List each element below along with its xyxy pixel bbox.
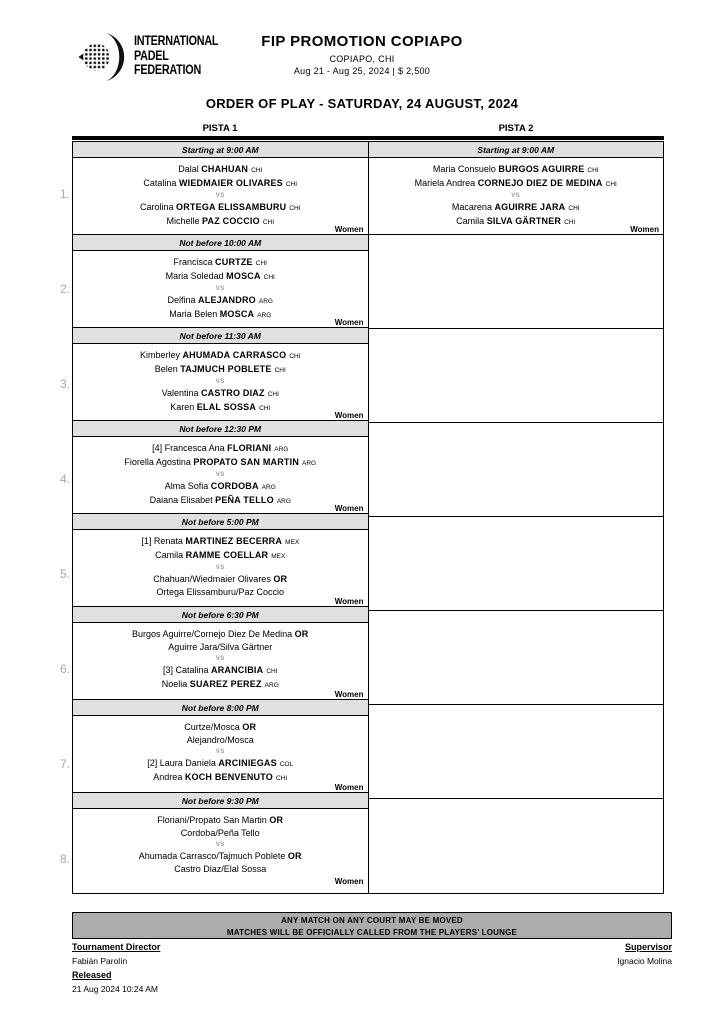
logo-line-1: INTERNATIONAL [134,33,219,49]
notice-box [72,912,672,939]
player-line [73,863,368,876]
player-first-name: Aguirre Jara/Silva Gärtner [168,642,273,652]
player-country-code: CHI [289,353,301,360]
player-first-name: Daiana Elisabet [149,495,216,505]
match-number: 7. [59,757,70,771]
player-line [73,387,368,401]
player-first-name: Belen [154,364,181,374]
player-line [73,827,368,840]
player-line [73,177,368,191]
logo-line-3: FEDERATION [134,62,201,78]
player-country-code: CHI [255,260,267,267]
player-surname: ALEJANDRO [198,295,256,305]
player-surname: OR [294,629,309,639]
player-line [369,177,664,191]
player-country-code: CHI [568,205,580,212]
court-1-label: PISTA 1 [202,123,238,134]
player-surname: RAMME COELLAR [185,550,269,560]
player-first-name: Michelle [166,216,202,226]
match-box [73,251,368,328]
category-label: Women [334,783,364,792]
player-line [73,535,368,549]
player-country-code: CHI [605,181,617,188]
supervisor-label: Supervisor [624,942,672,952]
player-first-name: Catalina [143,178,179,188]
order-of-play-title: ORDER OF PLAY - SATURDAY, 24 AUGUST, 2024 [205,96,519,111]
player-surname: MARTINEZ BECERRA [185,536,283,546]
player-country-code: ARG [276,498,291,505]
player-line [73,456,368,470]
player-first-name: Maria Soledad [165,271,227,281]
player-country-code: ARG [264,682,279,689]
match-number: 3. [59,377,70,391]
vs-label: VS [215,749,225,755]
player-country-code: CHI [587,167,599,174]
player-surname: ORTEGA ELISSAMBURU [176,202,287,212]
player-first-name: [1] Renata [141,536,186,546]
player-first-name: Noelia [161,679,190,689]
court-2-label: PISTA 2 [498,123,534,134]
player-country-code: CHI [251,167,263,174]
player-line [73,163,368,177]
notice-line-2: MATCHES WILL BE OFFICIALLY CALLED FROM THE PLAYERS’ LOUNGE [226,927,518,937]
player-country-code: ARG [302,460,317,467]
player-surname: CORDOBA [210,481,259,491]
category-label: Women [334,690,364,699]
player-surname: PROPATO SAN MARTIN [193,457,300,467]
player-line [73,215,368,229]
empty-court-cell [369,423,664,517]
player-first-name: Andrea [153,772,185,782]
match-box [73,623,368,700]
player-line [73,308,368,322]
schedule-table [72,136,664,894]
time-header: Not before 5:00 PM [73,514,368,530]
time-header: Starting at 9:00 AM [73,142,368,158]
player-surname: MOSCA [219,309,255,319]
event-title: FIP PROMOTION COPIAPO [261,33,463,50]
player-country-code: CHI [285,181,298,188]
player-first-name: [3] Catalina [162,665,211,675]
player-country-code: CHI [259,405,271,412]
match-box [73,530,368,607]
player-first-name: Dalal [178,164,202,174]
player-first-name: Cordoba/Peña Tello [180,828,260,838]
player-line [73,641,368,654]
player-line [369,163,664,177]
vs-label: VS [215,565,225,571]
player-line [73,664,368,678]
vs-label: VS [215,842,225,848]
player-line [73,494,368,508]
player-line [73,771,368,785]
player-first-name: Mariela Andrea [414,178,478,188]
category-label: Women [334,877,364,886]
time-header: Starting at 9:00 AM [369,142,664,158]
player-line [73,850,368,863]
player-surname: CASTRO DIAZ [200,388,265,398]
time-header: Not before 11:30 AM [73,328,368,344]
player-surname: FLORIANI [227,443,272,453]
player-first-name: [4] Francesca Ana [152,443,228,453]
player-surname: AGUIRRE JARA [494,202,566,212]
player-surname: KOCH BENVENUTO [184,772,273,782]
player-surname: PEÑA TELLO [215,495,274,505]
empty-court-cell [369,235,664,329]
category-label: Women [334,597,364,606]
time-header: Not before 8:00 PM [73,700,368,716]
match-box [73,716,368,793]
player-surname: PAZ COCCIO [201,216,260,226]
time-header: Not before 10:00 AM [73,235,368,251]
player-line [73,363,368,377]
empty-court-cell [369,611,664,705]
player-country-code: MEX [271,553,286,560]
player-surname: TAJMUCH POBLETE [180,364,272,374]
vs-label: VS [215,193,225,199]
player-line [73,586,368,599]
player-first-name: Maria Belen [169,309,220,319]
player-surname: ARANCIBIA [211,665,264,675]
player-surname: CHAHUAN [201,164,249,174]
time-header: Not before 12:30 PM [73,421,368,437]
player-first-name: Fiorella Agostina [124,457,194,467]
player-country-code: CHI [267,391,279,398]
player-line [73,573,368,586]
player-first-name: Alejandro/Mosca [186,735,254,745]
player-line [369,215,664,229]
match-box [73,344,368,421]
pista2-column [368,142,664,893]
category-label: Women [630,225,659,234]
vs-label: VS [215,286,225,292]
player-surname: CURTZE [215,257,253,267]
empty-court-cell [369,799,664,893]
empty-court-cell [369,517,664,611]
player-line [73,401,368,415]
player-country-code: ARG [257,312,272,319]
player-first-name: Carolina [139,202,177,212]
player-first-name: Maria Consuelo [432,164,499,174]
player-first-name: [2] Laura Daniela [147,758,219,768]
player-first-name: Karen [170,402,197,412]
player-line [73,757,368,771]
player-first-name: Ahumada Carrasco/Tajmuch Poblete [138,851,288,861]
player-first-name: Francisca [173,257,216,267]
player-surname: ARCINIEGAS [218,758,277,768]
match-box [73,158,368,235]
player-line [73,256,368,270]
player-first-name: Kimberley [139,350,183,360]
time-header: Not before 9:30 PM [73,793,368,809]
category-label: Women [334,411,364,420]
player-first-name: Curtze/Mosca [184,722,243,732]
player-surname: BURGOS AGUIRRE [498,164,585,174]
player-line [73,201,368,215]
player-surname: OR [242,722,257,732]
time-header: Not before 6:30 PM [73,607,368,623]
player-surname: AHUMADA CARRASCO [182,350,287,360]
supervisor-name: Ignacio Molina [617,956,672,966]
player-country-code: MEX [285,539,300,546]
vs-label: VS [215,379,225,385]
match-number: 2. [59,282,70,296]
player-line [73,814,368,827]
player-line [73,349,368,363]
vs-label: VS [215,472,225,478]
player-country-code: CHI [262,219,275,226]
match-box [73,437,368,514]
player-surname: OR [269,815,284,825]
player-surname: OR [273,574,288,584]
player-line [73,678,368,692]
empty-court-cell [369,329,664,423]
player-surname: MOSCA [226,271,261,281]
event-dates-prize: Aug 21 - Aug 25, 2024 | $ 2,500 [293,66,431,76]
player-surname: WIEDMAIER OLIVARES [178,178,283,188]
match-number: 4. [59,472,70,486]
player-country-code: CHI [275,775,288,782]
player-line [73,294,368,308]
player-line [73,721,368,734]
player-surname: SILVA GÄRTNER [486,216,562,226]
released-label: Released [72,970,112,980]
player-line [369,201,664,215]
vs-label: VS [511,193,521,199]
match-number: 6. [59,662,70,676]
player-line [73,442,368,456]
player-surname: SUAREZ PEREZ [189,679,262,689]
match-box [369,158,664,235]
table-top-bar [72,136,664,140]
player-line [73,549,368,563]
player-country-code: ARG [258,298,273,305]
player-first-name: Macarena [451,202,495,212]
player-line [73,270,368,284]
empty-court-cell [369,705,664,799]
category-label: Women [334,504,364,513]
player-first-name: Burgos Aguirre/Cornejo Diez De Medina [132,629,295,639]
released-timestamp: 21 Aug 2024 10:24 AM [72,984,159,994]
player-surname: OR [287,851,302,861]
player-country-code: CHI [274,367,286,374]
tournament-director-name: Fabián Parolín [72,956,128,966]
player-country-code: CHI [564,219,576,226]
category-label: Women [334,318,364,327]
player-surname: CORNEJO DIEZ DE MEDINA [477,178,603,188]
player-first-name: Valentina [161,388,201,398]
player-first-name: Delfina [167,295,199,305]
player-line [73,628,368,641]
category-label: Women [334,225,364,234]
vs-label: VS [215,656,225,662]
player-line [73,480,368,494]
event-location: COPIAPO, CHI [329,54,395,64]
player-first-name: Ortega Elissamburu/Paz Coccio [156,587,285,597]
player-first-name: Alma Sofia [164,481,211,491]
player-first-name: Castro Diaz/Elal Sossa [174,864,267,874]
player-first-name: Chahuan/Wiedmaier Olivares [153,574,274,584]
player-country-code: CHI [266,668,278,675]
player-first-name: Floriani/Propato San Martin [157,815,270,825]
player-line [73,734,368,747]
notice-line-1: ANY MATCH ON ANY COURT MAY BE MOVED [281,916,463,925]
match-box [73,809,368,886]
player-country-code: CHI [289,205,301,212]
pista1-column [73,142,368,893]
player-country-code: ARG [261,484,276,491]
tournament-director-label: Tournament Director [72,942,161,952]
player-country-code: CHI [263,274,275,281]
player-country-code: ARG [274,446,289,453]
logo-line-2: PADEL [134,47,169,63]
match-number: 1. [59,187,70,201]
player-first-name: Camila [456,216,487,226]
match-number: 5. [59,567,70,581]
match-number: 8. [59,852,70,866]
player-surname: ELAL SOSSA [196,402,257,412]
player-first-name: Camila [155,550,186,560]
player-country-code: COL [279,761,294,768]
